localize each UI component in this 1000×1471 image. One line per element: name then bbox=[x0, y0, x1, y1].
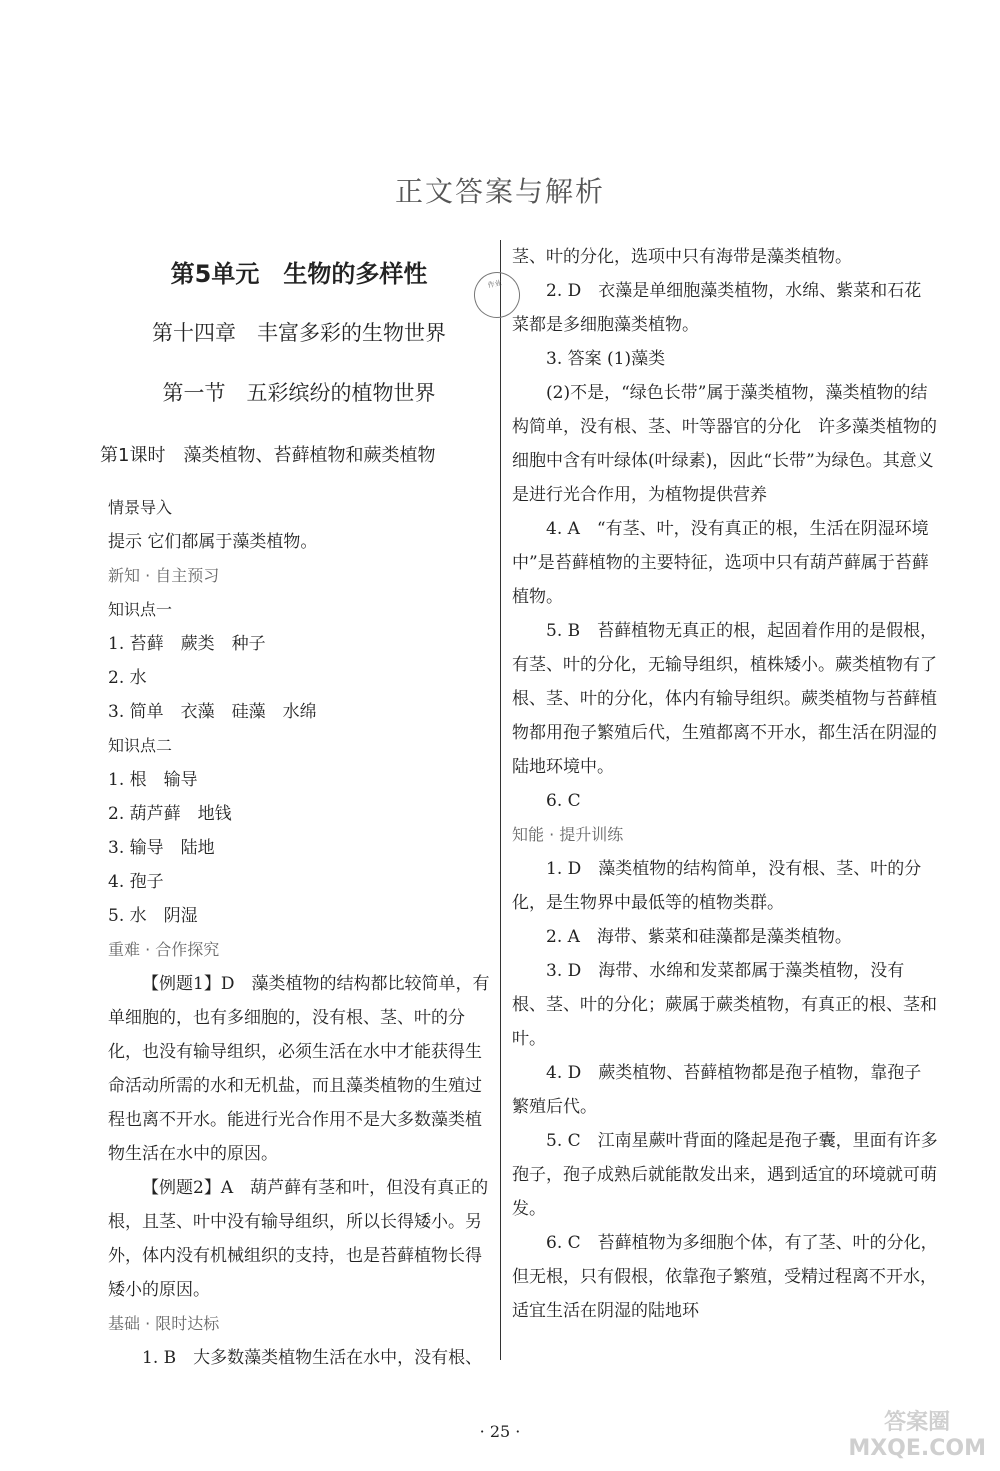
left-answer-line: 基础 · 限时达标 bbox=[108, 1314, 220, 1333]
right-answer-line: 1. D 藻类植物的结构简单，没有根、茎、叶的分化，是生物界中最低等的植物类群。 bbox=[512, 859, 922, 913]
left-answer-line: 新知 · 自主预习 bbox=[108, 566, 220, 585]
right-column bbox=[512, 240, 938, 1328]
left-answer-line: 【例题2】A 葫芦藓有茎和叶，但没有真正的根，且茎、叶中没有输导组织，所以长得矮小。另外，体内没有机械组织的支持，也是苔藓植物长得矮小的原因。 bbox=[108, 1178, 489, 1300]
left-answer-line: 1. 根 输导 bbox=[108, 770, 198, 790]
left-answer-line: 2. 水 bbox=[108, 668, 147, 688]
right-answer-line: 2. A 海带、紫菜和硅藻都是藻类植物。 bbox=[546, 927, 852, 947]
left-answer-line: 重难 · 合作探究 bbox=[108, 940, 220, 959]
section-title: 第一节 五彩缤纷的植物世界 bbox=[162, 381, 436, 405]
right-answer-line: 4. D 蕨类植物、苔藓植物都是孢子植物，靠孢子繁殖后代。 bbox=[512, 1063, 922, 1117]
stamp: 作业 bbox=[470, 268, 525, 323]
left-answer-line: 【例题1】D 藻类植物的结构都比较简单，有单细胞的，也有多细胞的，没有根、茎、叶的分化，也没有输导组织，必须生活在水中才能获得生命活动所需的水和无机盐，而且藻类植物的生殖过程也离不开水。能进行光合作用不是大多数藻类植物生活在水中的原因。 bbox=[108, 974, 490, 1164]
right-answer-list bbox=[512, 240, 938, 1328]
left-answer-list bbox=[108, 491, 490, 1375]
right-answer-line: 知能 · 提升训练 bbox=[512, 825, 624, 844]
left-answer-line: 4. 孢子 bbox=[108, 872, 164, 892]
left-answer-line: 提示 它们都属于藻类植物。 bbox=[108, 532, 318, 552]
right-answer-line: 3. 答案 (1)藻类 bbox=[546, 349, 666, 369]
watermark-line2: MXQE.COM bbox=[848, 1436, 986, 1461]
right-answer-line: 4. A “有茎、叶，没有真正的根，生活在阴湿环境中”是苔藓植物的主要特征，选项中只有葫芦藓属于苔藓植物。 bbox=[512, 519, 929, 607]
column-divider bbox=[500, 240, 501, 1360]
left-answer-line: 1. B 大多数藻类植物生活在水中，没有根、 bbox=[142, 1348, 483, 1368]
page-title: 正文答案与解析 bbox=[394, 175, 605, 208]
left-answer-line: 知识点一 bbox=[108, 600, 173, 619]
left-answer-line: 3. 输导 陆地 bbox=[108, 838, 215, 858]
right-answer-line: (2)不是，“绿色长带”属于藻类植物，藻类植物的结构简单，没有根、茎、叶等器官的分化 许多藻类植物的细胞中含有叶绿体(叶绿素)，因此“长带”为绿色。其意义是进行光合作用，为植物提供营养 bbox=[512, 383, 937, 505]
left-answer-line: 5. 水 阴湿 bbox=[108, 906, 198, 926]
chapter-title: 第十四章 丰富多彩的生物世界 bbox=[152, 321, 446, 345]
watermark-logo bbox=[848, 1410, 986, 1462]
page-number: · 25 · bbox=[479, 1422, 521, 1441]
right-answer-line: 3. D 海带、水绵和发菜都属于藻类植物，没有根、茎、叶的分化；蕨属于蕨类植物，有真正的根、茎和叶。 bbox=[512, 961, 937, 1049]
right-answer-line: 2. D 衣藻是单细胞藻类植物，水绵、紫菜和石花菜都是多细胞藻类植物。 bbox=[512, 281, 922, 335]
right-answer-line: 6. C 苔藓植物为多细胞个体，有了茎、叶的分化，但无根，只有假根，依靠孢子繁殖，受精过程离不开水，适宜生活在阴湿的陆地环 bbox=[512, 1233, 938, 1321]
watermark-line1: 答案圈 bbox=[884, 1410, 951, 1435]
right-answer-line: 茎、叶的分化，选项中只有海带是藻类植物。 bbox=[512, 247, 852, 267]
right-answer-line: 6. C bbox=[546, 791, 581, 811]
left-answer-line: 知识点二 bbox=[108, 736, 173, 755]
right-answer-line: 5. B 苔藓植物无真正的根，起固着作用的是假根，有茎、叶的分化，无输导组织，植株矮小。蕨类植物有了根、茎、叶的分化，体内有输导组织。蕨类植物与苔藓植物都用孢子繁殖后代，生殖都离不开水，都生活在阴湿的陆地环境中。 bbox=[512, 621, 938, 777]
right-answer-line: 5. C 江南星蕨叶背面的隆起是孢子囊，里面有许多孢子，孢子成熟后就能散发出来，遇到适宜的环境就可萌发。 bbox=[512, 1131, 938, 1219]
left-answer-line: 情景导入 bbox=[108, 498, 173, 517]
left-answer-line: 1. 苔藓 蕨类 种子 bbox=[108, 634, 266, 654]
left-answer-line: 3. 简单 衣藻 硅藻 水绵 bbox=[108, 702, 317, 722]
lesson-title: 第1课时 藻类植物、苔藓植物和蕨类植物 bbox=[100, 445, 436, 466]
left-answer-line: 2. 葫芦藓 地钱 bbox=[108, 804, 232, 824]
unit-title: 第5单元 生物的多样性 bbox=[170, 260, 428, 288]
left-column bbox=[100, 240, 490, 1375]
